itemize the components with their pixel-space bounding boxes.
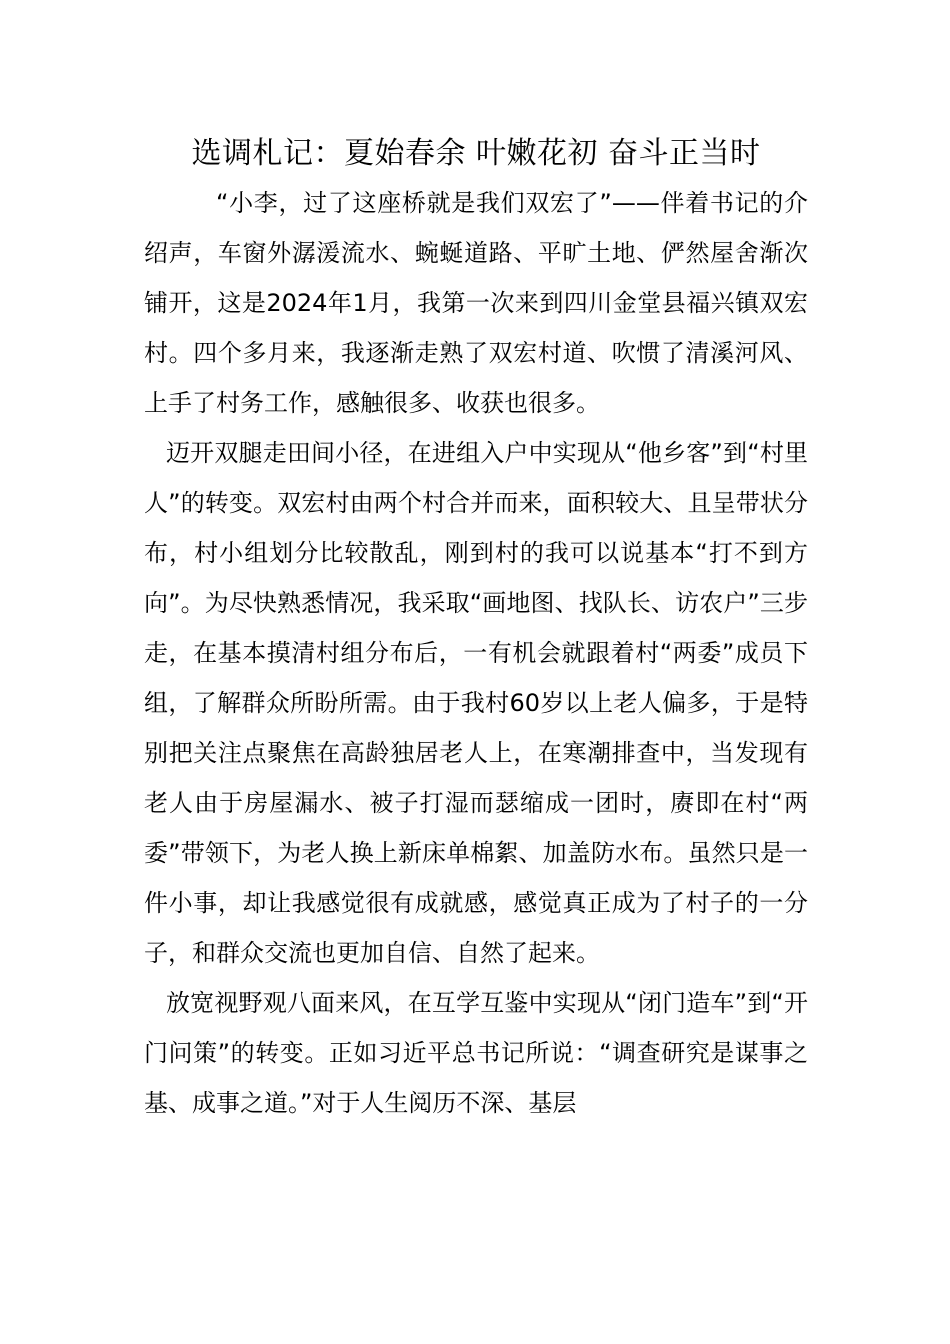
- paragraph-walking-fields: 迈开双腿走田间小径，在进组入户中实现从“他乡客”到“村里人”的转变。双宏村由两个村合并而来，面积较大、且呈带状分布，村小组划分比较散乱，刚到村的我可以说基本“打不到方向”。为尽快熟悉情况，我采取“画地图、找队长、访农户”三步走，在基本摸清村组分布后，一有机会就跟着村“两委”成员下组，了解群众所盼所需。由于我村60岁以上老人偏多，于是特别把关注点聚焦在高龄独居老人上，在寒潮排查中，当发现有老人由于房屋漏水、被子打湿而瑟缩成一团时，赓即在村“两委”带领下，为老人换上新床单棉絮、加盖防水布。虽然只是一件小事，却让我感觉很有成就感，感觉真正成为了村子的一分子，和群众交流也更加自信、自然了起来。: [144, 439, 808, 967]
- paragraph-intro: “小李，过了这座桥就是我们双宏了”——伴着书记的介绍声，车窗外潺湲流水、蜿蜒道路、平旷土地、俨然屋舍渐次铺开，这是2024年1月，我第一次来到四川金堂县福兴镇双宏村。四个多月来，我逐渐走熟了双宏村道、吹惯了清溪河风、上手了村务工作，感触很多、收获也很多。: [144, 189, 808, 417]
- document-page: [144, 130, 808, 1128]
- paragraph-open-vision: 放宽视野观八面来风，在互学互鉴中实现从“闭门造车”到“开门问策”的转变。正如习近平总书记所说：“调查研究是谋事之基、成事之道。”对于人生阅历不深、基层: [144, 989, 808, 1117]
- document-title: 选调札记：夏始春余 叶嫩花初 奋斗正当时: [191, 136, 761, 171]
